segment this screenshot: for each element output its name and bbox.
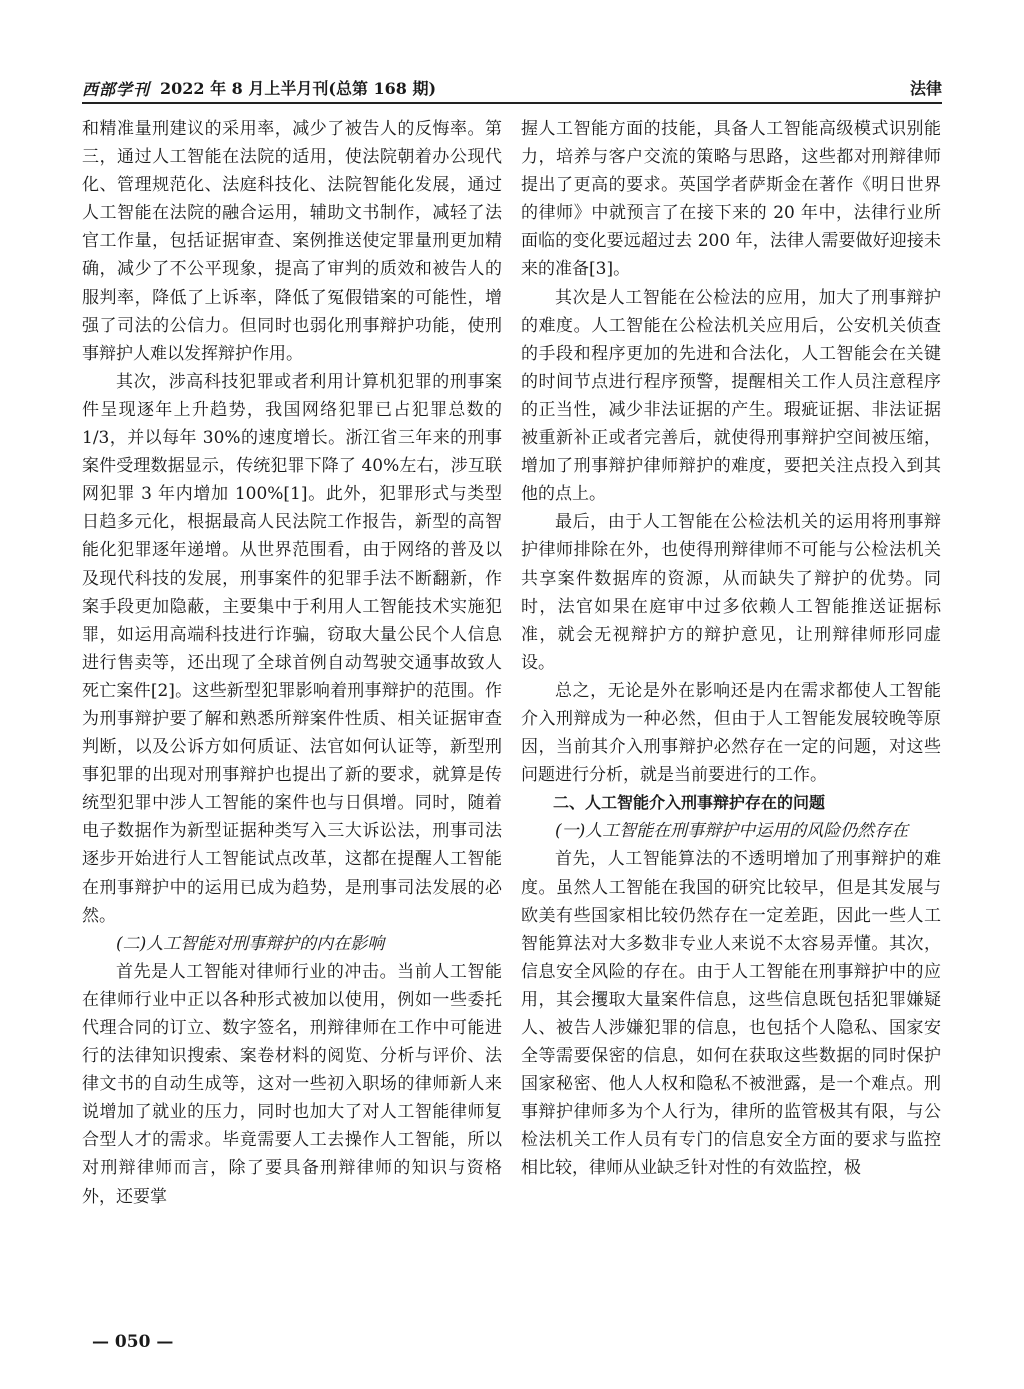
subsection-heading: (二)人工智能对刑事辩护的内在影响 [116,933,385,954]
paragraph: 其次，涉高科技犯罪或者利用计算机犯罪的刑事案件呈现逐年上升趋势，我国网络犯罪已占犯罪总数的 1/3，并以每年 30%的速度增长。浙江省三年来的刑事案件受理数据显示，传统犯罪下降了 40%左右，涉互联网犯罪 3 年内增加 100%[1]。此外，犯罪形式与类型日趋多元化，根据最高人民法院工作报告，新型的高智能化犯罪逐年递增。从世界范围看，由于网络的普及以及现代科技的发展，刑事案件的犯罪手法不断翻新，作案手段更加隐蔽，主要集中于利用人工智能技术实施犯罪，如运用高端科技进行诈骗，窃取大量公民个人信息进行售卖等，还出现了全球首例自动驾驶交通事故致人死亡案件[2]。这些新型犯罪影响着刑事辩护的范围。作为刑事辩护要了解和熟悉所辩案件性质、相关证据审查判断，以及公诉方如何质证、法官如何认证等，新型刑事犯罪的出现对刑事辩护也提出了新的要求，就算是传统型犯罪中涉人工智能的案件也与日俱增。同时，随着电子数据作为新型证据种类写入三大诉讼法，刑事司法逐步开始进行人工智能试点改革，这都在提醒人工智能在刑事辩护中的运用已成为趋势，是刑事司法发展的必然。 [82,371,502,926]
subsection-heading: (一)人工智能在刑事辩护中运用的风险仍然存在 [555,821,909,842]
paragraph: 其次是人工智能在公检法的应用，加大了刑事辩护的难度。人工智能在公检法机关应用后，公安机关侦查的手段和程序更加的先进和合法化，人工智能会在关键的时间节点进行程序预警，提醒相关工作人员注意程序的正当性，减少非法证据的产生。瑕疵证据、非法证据被重新补正或者完善后，就使得刑事辩护空间被压缩，增加了刑事辩护律师辩护的难度，要把关注点投入到其他的点上。 [521,287,941,505]
paragraph: 首先是人工智能对律师行业的冲击。当前人工智能在律师行业中正以各种形式被加以使用，例如一些委托代理合同的订立、数字签名，刑辩律师在工作中可能进行的法律知识搜索、案卷材料的阅览、分析与评价、法律文书的自动生成等，这对一些初入职场的律师新人来说增加了就业的压力，同时也加大了对人工智能律师复合型人才的需求。毕竟需要人工去操作人工智能，所以对刑辩律师而言，除了要具备刑辩律师的知识与资格外，还要掌 [82,961,502,1207]
section-name: 法律 [909,79,942,98]
right-column [521,115,941,1183]
paragraph: 首先，人工智能算法的不透明增加了刑事辩护的难度。虽然人工智能在我国的研究比较早，但是其发展与欧美有些国家相比较仍然存在一定差距，因此一些人工智能算法对大多数非专业人来说不太容易弄懂。其次，信息安全风险的存在。由于人工智能在刑事辩护中的应用，其会攫取大量案件信息，这些信息既包括犯罪嫌疑人、被告人涉嫌犯罪的信息，也包括个人隐私、国家安全等需要保密的信息，如何在获取这些数据的同时保护国家秘密、他人人权和隐私不被泄露，是一个难点。刑事辩护律师多为个人行为，律所的监管极其有限，与公检法机关工作人员有专门的信息安全方面的要求与监控相比较，律师从业缺乏针对性的有效监控，极 [521,849,941,1179]
journal-issue: 2022 年 8 月上半月刊(总第 168 期) [160,79,437,98]
running-header [82,76,942,104]
paragraph: 握人工智能方面的技能，具备人工智能高级模式识别能力，培养与客户交流的策略与思路，这些都对刑辩律师提出了更高的要求。英国学者萨斯金在著作《明日世界的律师》中就预言了在接下来的 20 年中，法律行业所面临的变化要远超过去 200 年，法律人需要做好迎接未来的准备[3]。 [521,119,941,280]
page-number: — 050 — [92,1332,174,1352]
paragraph: 和精准量刑建议的采用率，减少了被告人的反悔率。第三，通过人工智能在法院的适用，使法院朝着办公现代化、管理规范化、法庭科技化、法院智能化发展，通过人工智能在法院的融合运用，辅助文书制作，减轻了法官工作量，包括证据审查、案例推送使定罪量刑更加精确，减少了不公平现象，提高了审判的质效和被告人的服判率，降低了上诉率，降低了冤假错案的可能性，增强了司法的公信力。但同时也弱化刑事辩护功能，使刑事辩护人难以发挥辩护作用。 [82,119,502,364]
section-heading: 二、人工智能介入刑事辩护存在的问题 [553,793,826,813]
journal-logo: 西部学刊 [82,80,151,99]
left-column [82,115,502,1211]
paragraph: 总之，无论是外在影响还是内在需求都使人工智能介入刑辩成为一种必然，但由于人工智能发展较晚等原因，当前其介入刑事辩护必然存在一定的问题，对这些问题进行分析，就是当前要进行的工作。 [521,680,941,786]
paragraph: 最后，由于人工智能在公检法机关的运用将刑事辩护律师排除在外，也使得刑辩律师不可能与公检法机关共享案件数据库的资源，从而缺失了辩护的优势。同时，法官如果在庭审中过多依赖人工智能推送证据标准，就会无视辩护方的辩护意见，让刑辩律师形同虚设。 [521,512,941,673]
